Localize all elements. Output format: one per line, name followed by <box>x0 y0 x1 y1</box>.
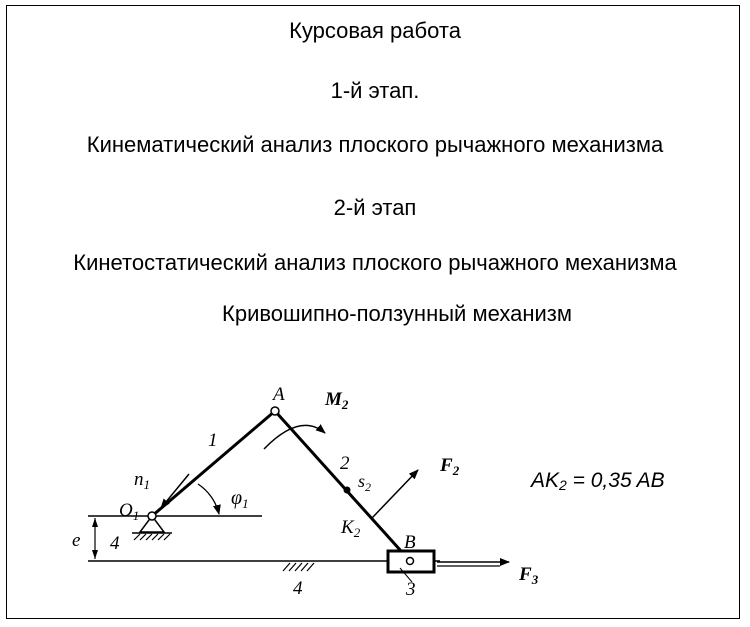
label-f3: $F_3$ <box>519 564 539 587</box>
label-m2: $M_2$ <box>325 389 349 412</box>
moment-m2-arrow <box>264 425 325 449</box>
formula-ak2: AK2 = 0,35 AB <box>531 469 665 493</box>
link-2-connecting-rod <box>275 411 410 561</box>
title-stage2: 2-й этап <box>333 195 417 220</box>
label-link-3: 3 <box>406 579 416 600</box>
label-e: e <box>72 530 81 551</box>
label-b: B <box>404 532 416 553</box>
joint-a <box>271 407 279 415</box>
title-stage1-desc: Кинематический анализ плоского рычажного механизма <box>86 132 664 157</box>
force-f2-arrow <box>372 470 418 518</box>
label-f2: $F_2$ <box>440 455 460 478</box>
point-s2 <box>344 487 351 494</box>
label-phi1: $\varphi_1$ <box>231 487 249 511</box>
label-link-2: 2 <box>340 453 350 474</box>
label-frame-4-left: 4 <box>110 533 120 554</box>
guide-hatch <box>283 563 314 571</box>
label-s2: $s_2$ <box>358 471 372 494</box>
label-k2: $K_2$ <box>341 517 361 540</box>
label-link-1: 1 <box>208 430 218 451</box>
n1-rotation-arrow <box>161 474 189 508</box>
title-stage1: 1-й этап. <box>330 78 420 103</box>
title-course-work: Курсовая работа <box>289 18 461 43</box>
phi1-arc <box>198 484 219 514</box>
title-stage2-desc: Кинетостатический анализ плоского рычажного механизма <box>73 250 677 275</box>
label-n1: $n_1$ <box>134 469 150 492</box>
label-o1: $O_1$ <box>119 500 140 523</box>
label-frame-4-bottom: 4 <box>293 578 303 599</box>
title-mechanism: Кривошипно-ползунный механизм <box>222 301 572 326</box>
label-a: A <box>273 384 285 405</box>
joint-b <box>407 558 414 565</box>
joint-o1 <box>148 512 156 520</box>
